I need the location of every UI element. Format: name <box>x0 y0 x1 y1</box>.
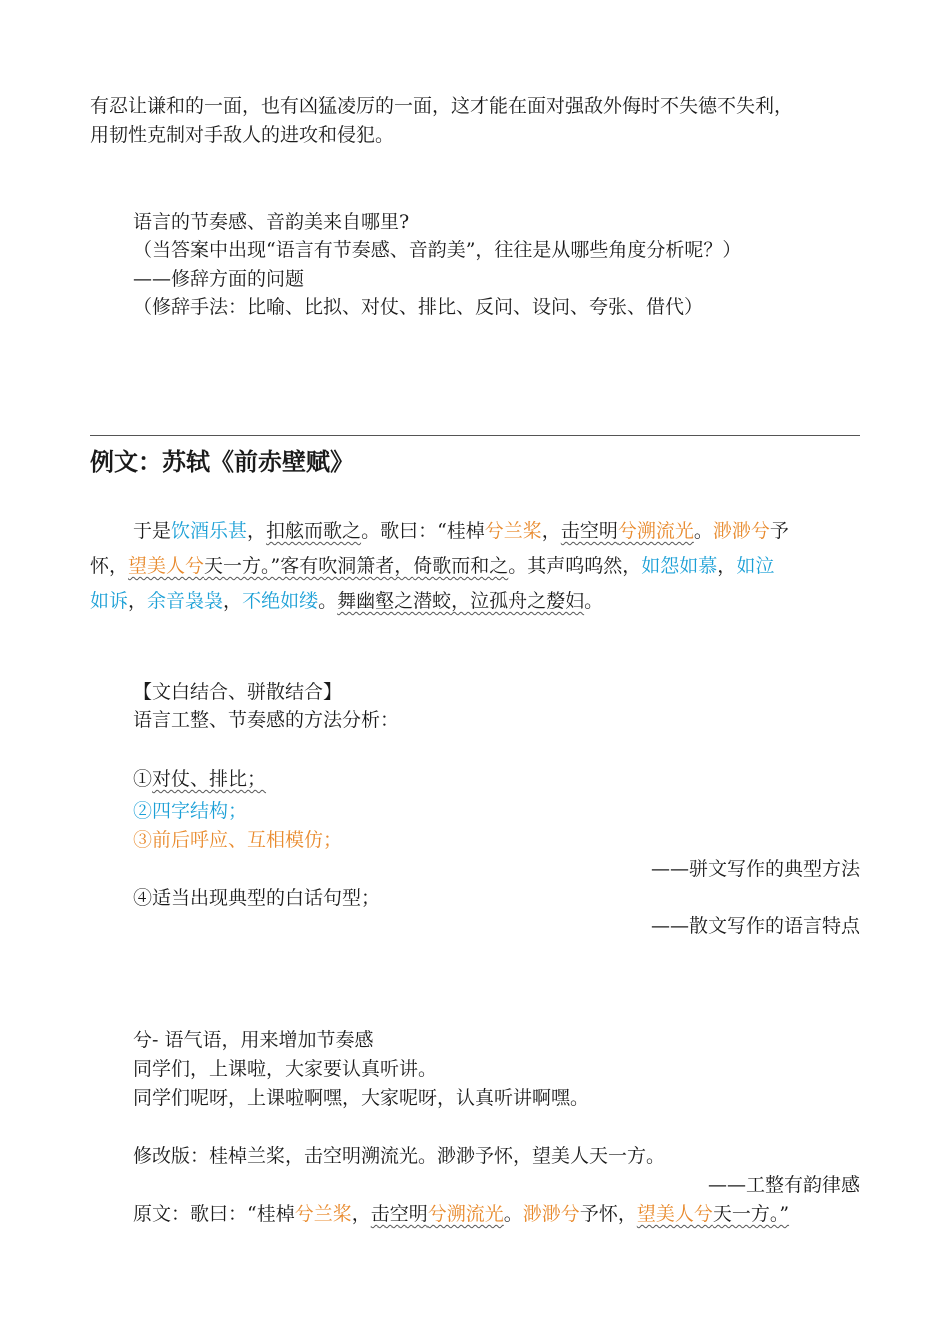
wavy-underline: 击空明 <box>370 1203 428 1225</box>
analysis-item-4: ④适当出现典型的白话句型； <box>133 887 381 909</box>
highlight-blue: 不绝如缕 <box>242 590 319 612</box>
highlight-blue: 余音袅袅 <box>147 590 224 612</box>
rhetoric-devices: （修辞手法：比喻、比拟、对仗、排比、反问、设问、夸张、借代） <box>133 296 704 318</box>
highlight-blue: 如诉 <box>90 590 129 612</box>
analysis-heading: 语言工整、节奏感的方法分析： <box>133 709 400 731</box>
highlight-blue: 如怨如慕 <box>641 555 718 577</box>
analysis-note-1: ——骈文写作的典型方法 <box>650 858 860 880</box>
question-note: （当答案中出现“语言有节奏感、音韵美”，往往是从哪些角度分析呢？） <box>133 239 742 261</box>
xi-definition: 兮- 语气语，用来增加节奏感 <box>133 1029 374 1051</box>
text-span: 予怀， <box>579 1203 637 1225</box>
analysis-item-2: ②四字结构； <box>133 800 248 822</box>
text-span: 原文：歌曰：“桂棹 <box>133 1203 295 1225</box>
intro-line-2: 用韧性克制对手敌人的进攻和侵犯。 <box>90 124 395 146</box>
example-title: 例文：苏轼《前赤壁赋》 <box>90 447 354 476</box>
text-span: ， <box>541 520 561 542</box>
highlight-orange: 兮溯流光 <box>427 1203 504 1225</box>
highlight-orange: 望美人兮 <box>636 1203 713 1225</box>
wavy-underline: 天一方。” <box>712 1203 790 1225</box>
xi-sentence-2: 同学们呢呀，上课啦啊嘿，大家呢呀，认真听讲啊嘿。 <box>133 1087 590 1109</box>
wavy-underline: 扣舷而歌之 <box>266 520 362 542</box>
text-span: ， <box>128 590 148 612</box>
text-span: 。其声呜呜然， <box>508 555 642 577</box>
revised-note: ——工整有韵律感 <box>707 1174 860 1196</box>
example-para-line-2 <box>90 557 774 576</box>
highlight-orange: 望美人兮 <box>128 555 205 577</box>
highlight-blue: 饮酒乐甚 <box>171 520 248 542</box>
example-para-line-3 <box>90 592 603 611</box>
analysis-note-2: ——散文写作的语言特点 <box>650 915 860 937</box>
text-span: ， <box>717 555 737 577</box>
text-span: ， <box>223 590 243 612</box>
revised-version: 修改版：桂棹兰桨，击空明溯流光。渺渺予怀，望美人天一方。 <box>133 1145 666 1167</box>
wavy-underline: 舞幽壑之潜蛟，泣孤舟之嫠妇 <box>337 590 585 612</box>
xi-sentence-1: 同学们，上课啦，大家要认真听讲。 <box>133 1058 438 1080</box>
highlight-orange: 兮兰桨 <box>484 520 542 542</box>
highlight-blue: 如泣 <box>736 555 775 577</box>
text-span: 怀， <box>90 555 129 577</box>
highlight-orange: 兮兰桨 <box>294 1203 352 1225</box>
wavy-underline: 天一方。”客有吹洞箫者， <box>204 555 414 577</box>
section-divider <box>90 435 860 436</box>
text-span: 。歌曰：“桂棹 <box>361 520 485 542</box>
highlight-orange: 渺渺兮 <box>522 1203 580 1225</box>
text-span: 。 <box>503 1203 523 1225</box>
item-number: ① <box>133 768 153 790</box>
highlight-orange: 渺渺兮 <box>712 520 770 542</box>
question-text: 语言的节奏感、音韵美来自哪里? <box>133 211 410 233</box>
text-span: ， <box>247 520 267 542</box>
question-answer: ——修辞方面的问题 <box>133 268 305 290</box>
analysis-tag: 【文白结合、骈散结合】 <box>133 681 343 703</box>
example-para-line-1 <box>133 522 789 541</box>
wavy-underline: 倚歌而和之 <box>413 555 509 577</box>
intro-line-1: 有忍让谦和的一面，也有凶猛凌厉的一面，这才能在面对强敌外侮时不失德不失利， <box>90 95 794 117</box>
analysis-item-1 <box>133 770 266 789</box>
highlight-orange: 兮溯流光 <box>617 520 694 542</box>
text-span: 。 <box>318 590 338 612</box>
wavy-underline: 对仗、排比； <box>152 768 267 790</box>
wavy-underline: 击空明 <box>560 520 618 542</box>
text-span: 。 <box>584 590 604 612</box>
text-span: ， <box>351 1203 371 1225</box>
original-text <box>133 1205 789 1224</box>
analysis-item-3: ③前后呼应、互相模仿； <box>133 829 343 851</box>
text-span: 予 <box>769 520 789 542</box>
text-span: 。 <box>693 520 713 542</box>
text-span: 于是 <box>133 520 172 542</box>
